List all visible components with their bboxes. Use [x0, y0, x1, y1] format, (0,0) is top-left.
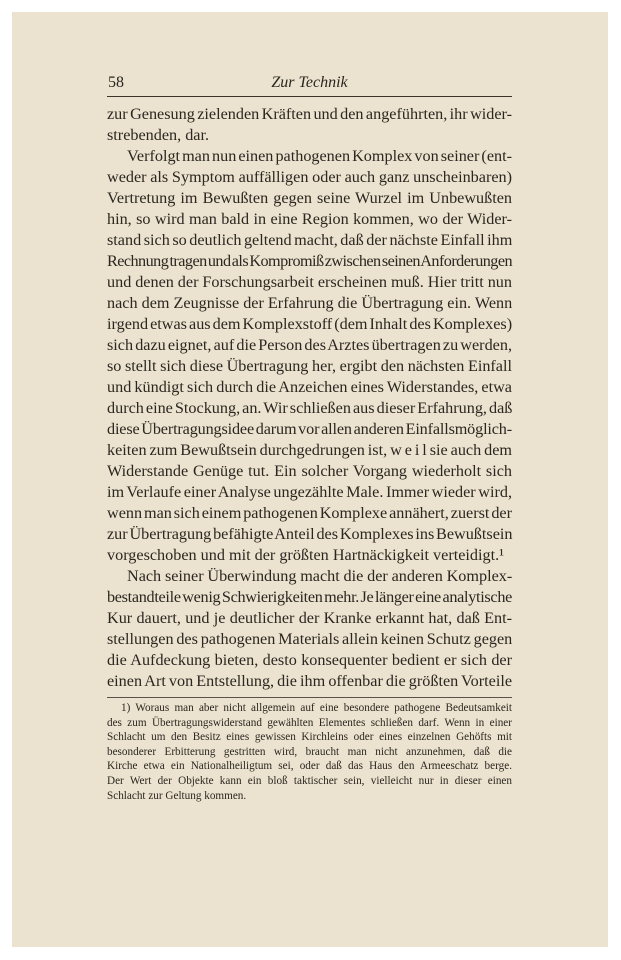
header-rule — [107, 96, 512, 97]
text-line: zur Übertragung befähigte Anteil des Komplexes ins Bewußtsein — [107, 525, 513, 543]
text-line: nach dem Zeugnisse der Erfahrung die Übertragung ein. Wenn — [107, 294, 513, 312]
text-line: Vertretung im Bewußten gegen seine Wurzel im Unbewußten — [107, 189, 512, 207]
text-line: im Verlaufe einer Analyse ungezählte Male. Immer wieder wird, — [107, 483, 512, 501]
footnote-line: besonderer Erbitterung gestritten wird, braucht man nicht anzunehmen, daß die — [107, 745, 512, 758]
text-line: irgend etwas aus dem Komplexstoff (dem Inhalt des Komplexes) — [107, 315, 513, 333]
text-line: durch eine Stockung, an. Wir schließen aus dieser Erfahrung, daß — [107, 399, 513, 417]
body-text — [107, 104, 512, 692]
text-line: so stellt sich diese Übertragung her, ergibt den nächsten Einfall — [107, 357, 512, 375]
text-line: weder als Symptom auffälligen oder auch ganz unscheinbaren) — [107, 168, 512, 186]
text-line: hin, so wird man bald in eine Region kommen, wo der Wider- — [107, 210, 512, 228]
footnote — [107, 701, 512, 803]
text-line: vorgeschoben und mit der größten Hartnäckigkeit verteidigt.¹ — [107, 546, 504, 564]
text-line: sich dazu eignet, auf die Person des Arztes übertragen zu werden, — [107, 336, 512, 354]
text-line: zur Genesung zielenden Kräften und den angeführten, ihr wider- — [107, 105, 512, 123]
text-line: Rechnung tragen und als Kompromiß zwischen seinen Anforderungen — [107, 252, 512, 270]
text-line: strebenden, dar. — [107, 126, 210, 144]
text-line: stellungen des pathogenen Materials allein keinen Schutz gegen — [107, 630, 513, 648]
footnote-line: Schlacht zur Geltung kommen. — [107, 789, 247, 802]
text-line: bestandteile wenig Schwierigkeiten mehr. Je länger eine analytische — [107, 588, 512, 606]
text-line: diese Übertragungsidee darum vor allen anderen Einfallsmöglich- — [107, 420, 512, 438]
text-line: Widerstande Genüge tut. Ein solcher Vorgang wiederholt sich — [107, 462, 512, 480]
footnote-line: Schlacht um den Besitz eines gewissen Kirchleins oder eines einzelnen Gehöfts mit — [107, 731, 512, 744]
running-title: Zur Technik — [271, 74, 348, 91]
text-line: stand sich so deutlich geltend macht, daß der nächste Einfall ihm — [107, 231, 513, 249]
text-line: Verfolgt man nun einen pathogenen Komplex von seiner (ent- — [127, 147, 512, 165]
text-line: und denen der Forschungsarbeit erscheinen muß. Hier tritt nun — [107, 273, 512, 291]
text-line: wenn man sich einem pathogenen Komplexe annähert, zuerst der — [107, 504, 512, 522]
text-line: Kur dauert, und je deutlicher der Kranke erkannt hat, daß Ent- — [107, 609, 512, 627]
text-line: einen Art von Entstellung, die ihm offenbar die größten Vorteile — [107, 672, 512, 690]
page-number: 58 — [108, 74, 124, 91]
text-line: und kündigt sich durch die Anzeichen eines Widerstandes, etwa — [107, 378, 512, 396]
text-line: keiten zum Bewußtsein durchgedrungen ist, w e i l sie auch dem — [107, 441, 512, 459]
footnote-rule — [107, 697, 512, 698]
footnote-line: des zum Übertragungswiderstand gewählten Elementes schließen darf. Wenn in einer — [107, 716, 512, 729]
text-line: Nach seiner Überwindung macht die der anderen Komplex- — [127, 567, 513, 585]
footnote-line: Der Wert der Objekte kann ein bloß taktischer sein, vielleicht nur in dieser einen — [107, 774, 512, 787]
running-header — [107, 74, 512, 94]
footnote-line: 1) Woraus man aber nicht allgemein auf eine besondere pathogene Bedeutsamkeit — [121, 702, 512, 714]
text-line: die Aufdeckung bieten, desto konsequenter bedient er sich der — [107, 651, 512, 669]
footnote-line: Kirche etwa ein Nationalheiligtum sei, oder daß das Haus den Armeeschatz berge. — [107, 760, 512, 773]
